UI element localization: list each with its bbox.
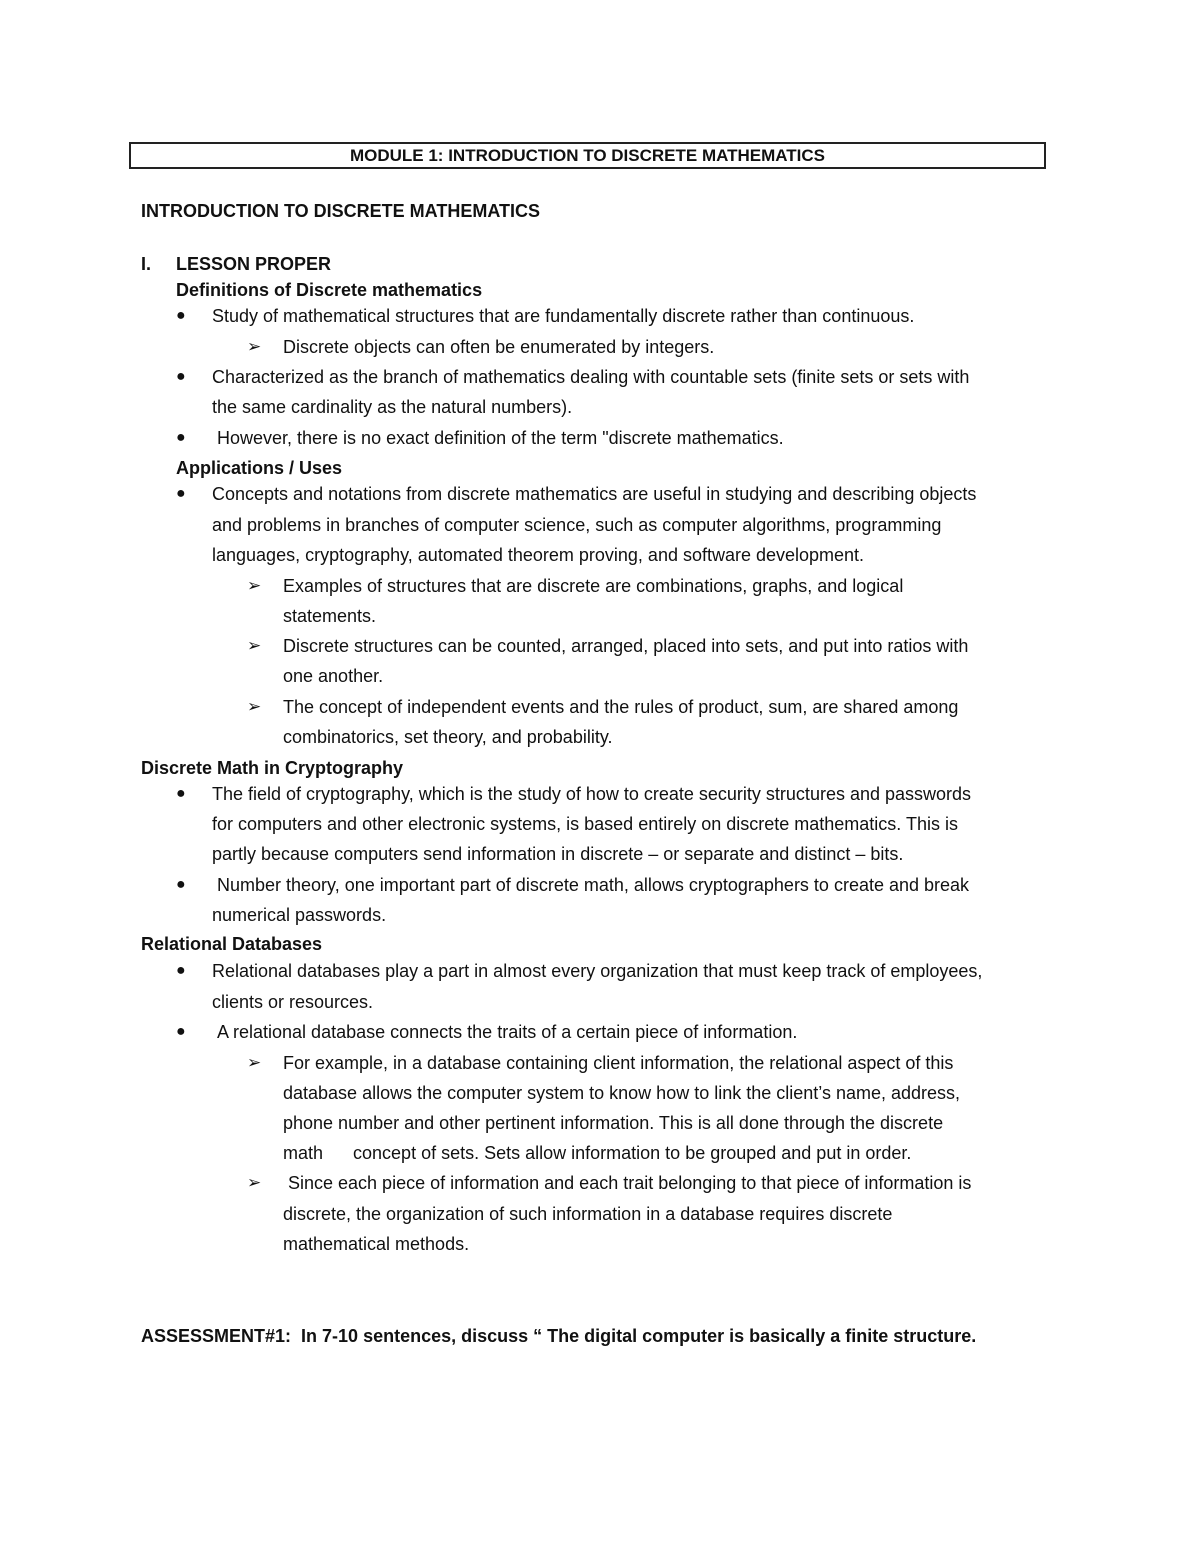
applications-sub-3-line-1: The concept of independent events and the rules of product, sum, are shared among xyxy=(283,697,959,717)
databases-bullet-2: A relational database connects the traits of a certain piece of information. xyxy=(217,1022,798,1042)
definitions-sub-bullet-1: Discrete objects can often be enumerated by integers. xyxy=(283,337,715,357)
applications-sub-3-line-2: combinatorics, set theory, and probability. xyxy=(283,727,613,747)
definitions-bullet-2-line-1: Characterized as the branch of mathematics dealing with countable sets (finite sets or sets with xyxy=(212,367,970,387)
module-title-box xyxy=(129,142,1046,169)
arrow-bullet-icon: ➢ xyxy=(247,1173,262,1192)
databases-bullet-1-line-1: Relational databases play a part in almost every organization that must keep track of employees, xyxy=(212,961,983,981)
databases-bullet-1-line-2: clients or resources. xyxy=(212,992,374,1012)
applications-title: Applications / Uses xyxy=(176,458,343,478)
lesson-numeral: I. xyxy=(141,254,152,274)
bullet-icon: ● xyxy=(176,368,186,385)
databases-sub-1-line-3: phone number and other pertinent information. This is all done through the discrete xyxy=(283,1113,944,1133)
bullet-icon: ● xyxy=(176,876,186,893)
bullet-icon: ● xyxy=(176,962,186,979)
module-title: MODULE 1: INTRODUCTION TO DISCRETE MATHEMATICS xyxy=(349,145,826,165)
arrow-bullet-icon: ➢ xyxy=(247,636,262,655)
cryptography-bullet-2-line-1: Number theory, one important part of discrete math, allows cryptographers to create and break xyxy=(217,875,970,895)
definitions-bullet-3: However, there is no exact definition of the term "discrete mathematics. xyxy=(217,428,784,448)
applications-bullet-1-line-2: and problems in branches of computer science, such as computer algorithms, programming xyxy=(212,515,942,535)
applications-sub-2-line-2: one another. xyxy=(283,666,384,686)
definitions-bullet-2-line-2: the same cardinality as the natural numbers). xyxy=(212,397,573,417)
arrow-bullet-icon: ➢ xyxy=(247,576,262,595)
applications-sub-1-line-1: Examples of structures that are discrete are combinations, graphs, and logical xyxy=(283,576,904,596)
bullet-icon: ● xyxy=(176,429,186,446)
main-heading: INTRODUCTION TO DISCRETE MATHEMATICS xyxy=(141,201,540,221)
applications-bullet-1-line-1: Concepts and notations from discrete mathematics are useful in studying and describing objects xyxy=(212,484,977,504)
cryptography-bullet-1-line-1: The field of cryptography, which is the study of how to create security structures and passwords xyxy=(212,784,972,804)
arrow-bullet-icon: ➢ xyxy=(247,697,262,716)
databases-sub-1-line-4: math concept of sets. Sets allow information to be grouped and put in order. xyxy=(283,1143,912,1163)
definitions-bullet-1: Study of mathematical structures that are fundamentally discrete rather than continuous. xyxy=(212,306,915,326)
bullet-icon: ● xyxy=(176,785,186,802)
databases-title: Relational Databases xyxy=(141,934,323,954)
bullet-icon: ● xyxy=(176,485,186,502)
cryptography-bullet-1-line-2: for computers and other electronic systems, is based entirely on discrete mathematics. This is xyxy=(212,814,958,834)
cryptography-bullet-2-line-2: numerical passwords. xyxy=(212,905,387,925)
databases-sub-2-line-2: discrete, the organization of such information in a database requires discrete xyxy=(283,1204,893,1224)
databases-sub-1-line-2: database allows the computer system to know how to link the client’s name, address, xyxy=(283,1083,961,1103)
assessment-prompt: ASSESSMENT#1: In 7-10 sentences, discuss “ The digital computer is basically a finite structure. xyxy=(141,1326,977,1346)
cryptography-bullet-1-line-3: partly because computers send information in discrete – or separate and distinct – bits. xyxy=(212,844,904,864)
definitions-title: Definitions of Discrete mathematics xyxy=(176,280,483,300)
databases-sub-2-line-3: mathematical methods. xyxy=(283,1234,470,1254)
lesson-label: LESSON PROPER xyxy=(176,254,332,274)
bullet-icon: ● xyxy=(176,1023,186,1040)
applications-sub-1-line-2: statements. xyxy=(283,606,377,626)
databases-sub-1-line-1: For example, in a database containing client information, the relational aspect of this xyxy=(283,1053,954,1073)
arrow-bullet-icon: ➢ xyxy=(247,337,262,356)
applications-bullet-1-line-3: languages, cryptography, automated theorem proving, and software development. xyxy=(212,545,865,565)
arrow-bullet-icon: ➢ xyxy=(247,1053,262,1072)
bullet-icon: ● xyxy=(176,307,186,324)
cryptography-title: Discrete Math in Cryptography xyxy=(141,758,404,778)
databases-sub-2-line-1: Since each piece of information and each trait belonging to that piece of information is xyxy=(288,1173,972,1193)
applications-sub-2-line-1: Discrete structures can be counted, arranged, placed into sets, and put into ratios with xyxy=(283,636,969,656)
